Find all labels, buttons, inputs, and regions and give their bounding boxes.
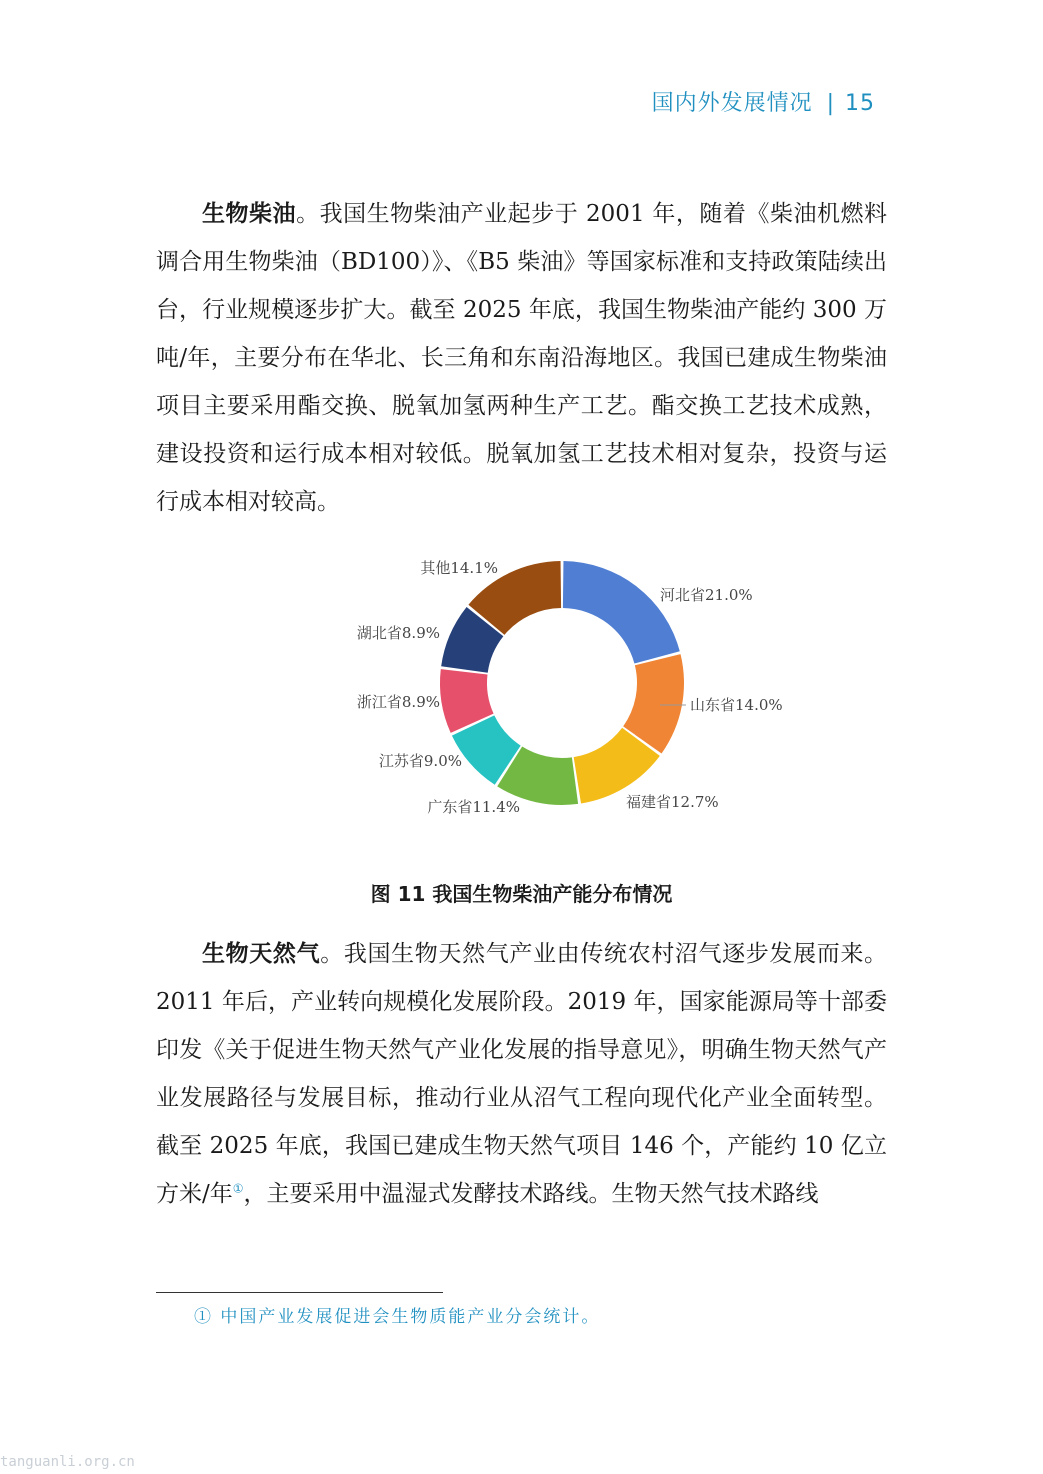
chart-slices: [440, 561, 684, 805]
slice-label: 广东省11.4%: [427, 798, 520, 816]
paragraph-body: 。我国生物天然气产业由传统农村沼气逐步发展而来。2011 年后，产业转向规模化发展阶段。2019 年，国家能源局等十部委印发《关于促进生物天然气产业化发展的指导意见》，明确生物天然气产业发展路径与发展目标，推动行业从沼气工程向现代化产业全面转型。截至 2025 年底，我国已建成生物天然气项目 146 个，产能约 10 亿立方米/年: [156, 941, 888, 1207]
paragraph-body-continued: ，主要采用中温湿式发酵技术路线。生物天然气技术路线: [243, 1181, 819, 1207]
figure-caption: 图 11 我国生物柴油产能分布情况: [370, 882, 673, 906]
header-separator: |: [826, 91, 835, 116]
paragraph-biogas: [156, 930, 887, 1218]
footnote-divider: [156, 1292, 443, 1293]
slice-label: 浙江省8.9%: [356, 693, 440, 711]
footnote: ① 中国产业发展促进会生物质能产业分会统计。: [194, 1307, 601, 1327]
donut-slice: [563, 561, 680, 663]
paragraph-body: 。我国生物柴油产业起步于 2001 年，随着《柴油机燃料调合用生物柴油（BD100）》、《B5 柴油》等国家标准和支持政策陆续出台，行业规模逐步扩大。截至 2025 年底，我国生物柴油产能约 300 万吨/年，主要分布在华北、长三角和东南沿海地区。我国已建成生物柴油项目主要采用酯交换、脱氧加氢两种生产工艺。酯交换工艺技术成熟，建设投资和运行成本相对较低。脱氧加氢工艺技术相对复杂，投资与运行成本相对较高。: [156, 201, 888, 515]
slice-label: 河北省21.0%: [660, 586, 753, 604]
slice-label: 山东省14.0%: [690, 696, 783, 714]
paragraph-lead: 生物天然气: [202, 941, 321, 967]
footnote-marker[interactable]: ①: [232, 1181, 244, 1196]
paragraph-lead: 生物柴油: [202, 201, 297, 227]
slice-label: 其他14.1%: [420, 559, 498, 577]
paragraph-biodiesel: [156, 190, 887, 526]
slice-label: 湖北省8.9%: [356, 624, 440, 642]
running-header: [652, 86, 875, 117]
section-title: 国内外发展情况: [651, 91, 813, 116]
watermark: tanguanli.org.cn: [0, 1454, 135, 1470]
page-number: 15: [845, 91, 875, 116]
donut-chart: [330, 548, 820, 838]
slice-label: 江苏省9.0%: [378, 752, 462, 770]
slice-label: 福建省12.7%: [626, 793, 719, 811]
